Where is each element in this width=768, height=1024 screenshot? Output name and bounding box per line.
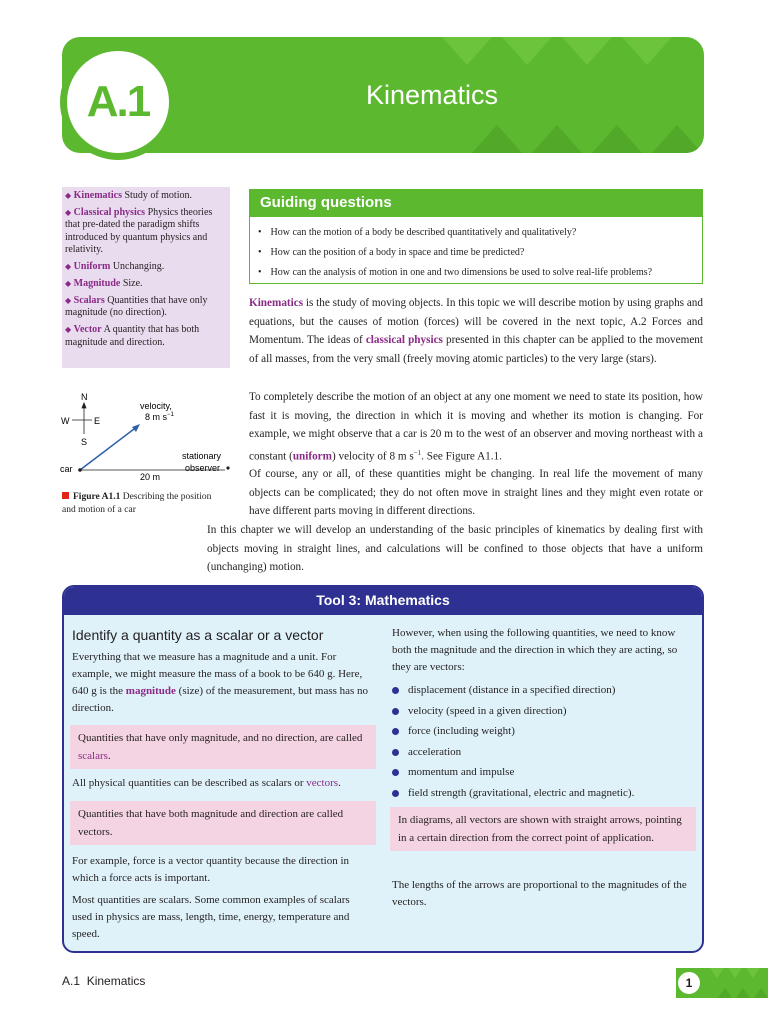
velocity-value: 8 m $s^{-1}$ (145, 412, 174, 422)
guiding-question: • How can the motion of a body be described quantitatively and qualitatively? (258, 223, 702, 243)
paragraph-text: ) velocity of 8 m s (331, 450, 414, 463)
observer-label-1: stationary (182, 451, 222, 461)
list-item: force (including weight) (392, 721, 634, 742)
list-item: acceleration (392, 742, 634, 763)
scalars-definition-box (70, 725, 376, 769)
paragraph-text: presented in this chapter can be applied to the movement of all masses, from the very small (freely moving atomic particles) to the very large (stars). (249, 334, 703, 366)
compass-s-label: S (81, 437, 88, 447)
tool-left-paragraph-1 (72, 649, 372, 717)
box-text: . (107, 750, 111, 762)
compass-rose-icon (72, 403, 92, 434)
paragraph-text: All physical quantities can be described as scalars or (72, 777, 307, 789)
observer-label-2: observer (185, 463, 221, 473)
paragraph-text: (size) of the measurement, but mass has no direction. (72, 685, 369, 714)
diamond-icon: ◆ (65, 325, 72, 335)
paragraph-text: Everything that we measure has a magnitude and a unit. For example, we might measure the mass of a book to be 640 g. Here, 640 g is the (72, 651, 363, 697)
list-item: momentum and impulse (392, 762, 634, 783)
velocity-label: velocity, (140, 401, 172, 411)
glossary-definition: Quantities that have only magnitude (no direction). (65, 294, 208, 319)
caption-marker-icon (62, 492, 69, 499)
guiding-questions-heading: Guiding questions (250, 190, 702, 217)
glossary-definition: A quantity that has both magnitude and direction. (65, 324, 200, 348)
figure-caption-label: Figure A1.1 (73, 492, 121, 502)
chapter-number-badge (60, 44, 176, 160)
compass-n-label: N (81, 392, 88, 402)
glossary-term: Classical physics (73, 206, 146, 218)
diamond-icon: ◆ (65, 262, 72, 272)
term-uniform: uniform (292, 450, 332, 463)
glossary-item (65, 324, 227, 349)
glossary-item (65, 278, 227, 290)
figure-caption-text: Describing the position and motion of a car (62, 492, 212, 515)
guiding-question: • How can the analysis of motion in one and two dimensions be used to solve real-life problems? (258, 263, 702, 283)
glossary-item (65, 295, 227, 320)
term-vectors: vectors (306, 777, 339, 789)
tool-left-paragraph-3: For example, force is a vector quantity because the direction in which a force acts is important. (72, 855, 350, 884)
tool-subheading: Identify a quantity as a scalar or a vector (72, 627, 324, 643)
car-label: car (60, 464, 73, 474)
page-number: 1 (676, 970, 702, 996)
box-text: Quantities that have only magnitude, and no direction, are called (78, 732, 363, 744)
tool-mathematics-box (62, 585, 704, 953)
footer-chapter-name: Kinematics (86, 974, 146, 988)
glossary-box (62, 187, 230, 368)
chapter-number: A.1 (86, 77, 150, 126)
footer-chapter-number: A.1 (62, 974, 81, 988)
body-paragraph-1 (249, 294, 703, 369)
guiding-question: • How can the position of a body in space and time be predicted? (258, 243, 702, 263)
term-magnitude: magnitude (125, 685, 176, 697)
guiding-questions-box (249, 189, 703, 284)
paragraph-text: To completely describe the motion of an object at any one moment we need to state its position, how fast it is moving, the direction in which it is moving and whether its motion is changing. For example, we might observe that a car is 20 m to the west of an observer and moving northeast with a constant ( (249, 391, 703, 463)
vector-arrows-box: In diagrams, all vectors are shown with straight arrows, pointing in a certain direction from the correct point of application. (390, 807, 696, 851)
diamond-icon: ◆ (65, 295, 72, 305)
footer-chapter-ref (62, 974, 145, 988)
paragraph-text: is the study of moving objects. In this topic we will describe motion by using graphs and equations, but the causes of motion (forces) will be covered in the next topic, A.2 Forces and Momentum. The ideas of (249, 297, 703, 347)
observer-point (226, 466, 229, 469)
glossary-definition: Study of motion. (124, 190, 192, 201)
compass-w-label: W (61, 416, 70, 426)
tool-left-paragraph-2 (72, 775, 382, 792)
glossary-term: Scalars (73, 294, 105, 306)
term-scalars: scalars (78, 750, 108, 762)
paragraph-text: . (338, 777, 341, 789)
glossary-item (65, 207, 227, 257)
paragraph-text: . See Figure A1.1. (421, 450, 502, 463)
distance-label: 20 m (140, 472, 161, 482)
car-point (78, 468, 82, 472)
glossary-definition: Physics theories that pre-dated the paradigm shifts introduced by quantum physics and relativity. (65, 206, 213, 256)
glossary-item (65, 190, 227, 202)
body-paragraph-3: Of course, any or all, of these quantities might be changing. In real life the movement of many objects can be complicated; they do not often move in straight lines and they might even rotate or have different parts moving in different directions. (249, 468, 703, 518)
term-classical-physics: classical physics (365, 334, 443, 347)
tool-left-paragraph-4: Most quantities are scalars. Some common examples of scalars used in physics are mass, length, time, energy, temperature and speed. (72, 894, 350, 940)
glossary-term: Vector (73, 324, 102, 336)
diamond-icon: ◆ (65, 207, 72, 217)
list-item: displacement (distance in a specified direction) (392, 680, 634, 701)
body-paragraph-2 (249, 388, 703, 467)
list-item: field strength (gravitational, electric and magnetic). (392, 783, 634, 804)
vector-quantities-list (392, 680, 634, 804)
tool-right-paragraph-1: However, when using the following quantities, we need to know both the magnitude and the direction in which they are acting, so they are vectors: (392, 627, 678, 673)
glossary-term: Magnitude (73, 277, 121, 289)
velocity-arrow (80, 424, 140, 470)
diamond-icon: ◆ (65, 191, 72, 200)
glossary-term: Kinematics (73, 190, 122, 201)
tool-right-paragraph-2: The lengths of the arrows are proportional to the magnitudes of the vectors. (392, 879, 687, 908)
tool-heading: Tool 3: Mathematics (64, 587, 702, 615)
glossary-definition: Size. (122, 277, 143, 289)
glossary-definition: Unchanging. (112, 261, 165, 273)
compass-e-label: E (94, 416, 101, 426)
body-paragraph-4: In this chapter we will develop an understanding of the basic principles of kinematics by dealing first with objects moving in straight lines, and calculations will be confined to those objects that have a uniform (unchanging) motion. (207, 524, 703, 574)
glossary-term: Uniform (73, 261, 111, 273)
guiding-questions-list (250, 217, 702, 283)
diamond-icon: ◆ (65, 278, 72, 288)
chapter-title: Kinematics (366, 80, 499, 110)
vectors-definition-box: Quantities that have both magnitude and direction are called vectors. (70, 801, 376, 845)
figure-a1-1-diagram (60, 390, 240, 485)
superscript: −1 (413, 449, 422, 458)
figure-caption (62, 491, 222, 516)
list-item: velocity (speed in a given direction) (392, 701, 634, 722)
term-kinematics: Kinematics (249, 297, 304, 309)
glossary-item (65, 261, 227, 273)
